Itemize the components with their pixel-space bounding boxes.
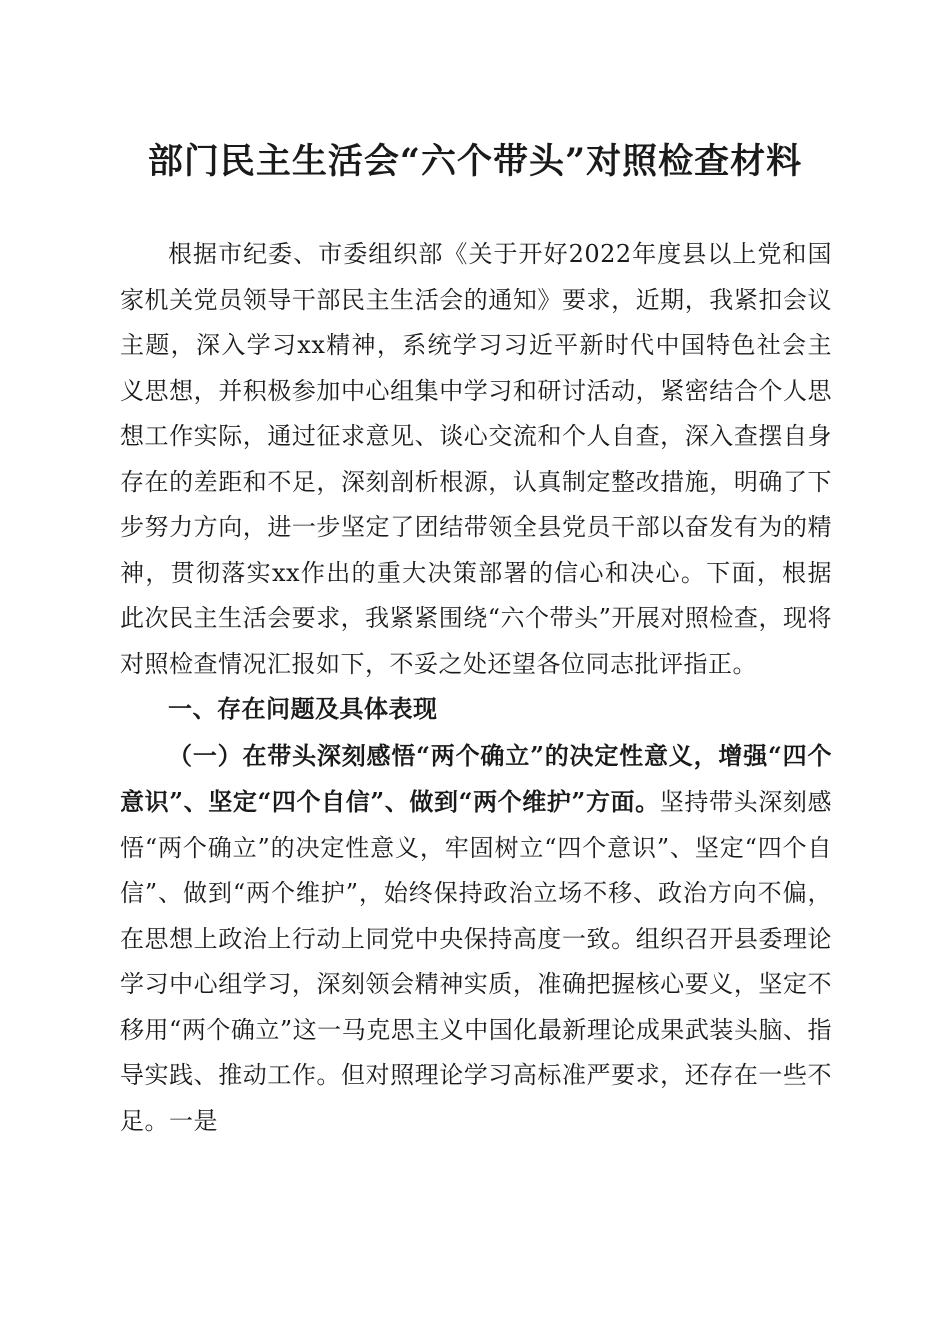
- document-title: 部门民主生活会“六个带头”对照检查材料: [147, 141, 803, 182]
- document-body: [120, 232, 832, 1144]
- intro-paragraph: 根据市纪委、市委组织部《关于开好2022年度县以上党和国家机关党员领导干部民主生活会的通知》要求，近期，我紧扣会议主题，深入学习xx精神，系统学习习近平新时代中国特色社会主义思想，并积极参加中心组集中学习和研讨活动，紧密结合个人思想工作实际，通过征求意见、谈心交流和个人自查，深入查摆自身存在的差距和不足，深刻剖析根源，认真制定整改措施，明确了下步努力方向，进一步坚定了团结带领全县党员干部以奋发有为的精神，贯彻落实xx作出的重大决策部署的信心和决心。下面，根据此次民主生活会要求，我紧紧围绕“六个带头”开展对照检查，现将对照检查情况汇报如下，不妥之处还望各位同志批评指正。: [120, 240, 832, 678]
- section-heading: 一、存在问题及具体表现: [168, 695, 438, 723]
- subsection-body: 坚持带头深刻感悟“两个确立”的决定性意义，牢固树立“四个意识”、坚定“四个自信”、做到“两个维护”，始终保持政治立场不移、政治方向不偏，在思想上政治上行动上同党中央保持高度一致。组织召开县委理论学习中心组学习，深刻领会精神实质，准确把握核心要义，坚定不移用“两个确立”这一马克思主义中国化最新理论成果武装头脑、指导实践、推动工作。但对照理论学习高标准严要求，还存在一些不足。一是: [120, 788, 832, 1135]
- subsection-paragraph: [120, 733, 832, 1145]
- subsection-heading: （一）在带头深刻感悟“两个确立”的决定性意义，增强“四个意识”、坚定“四个自信”、做到“两个维护”方面。: [120, 740, 832, 816]
